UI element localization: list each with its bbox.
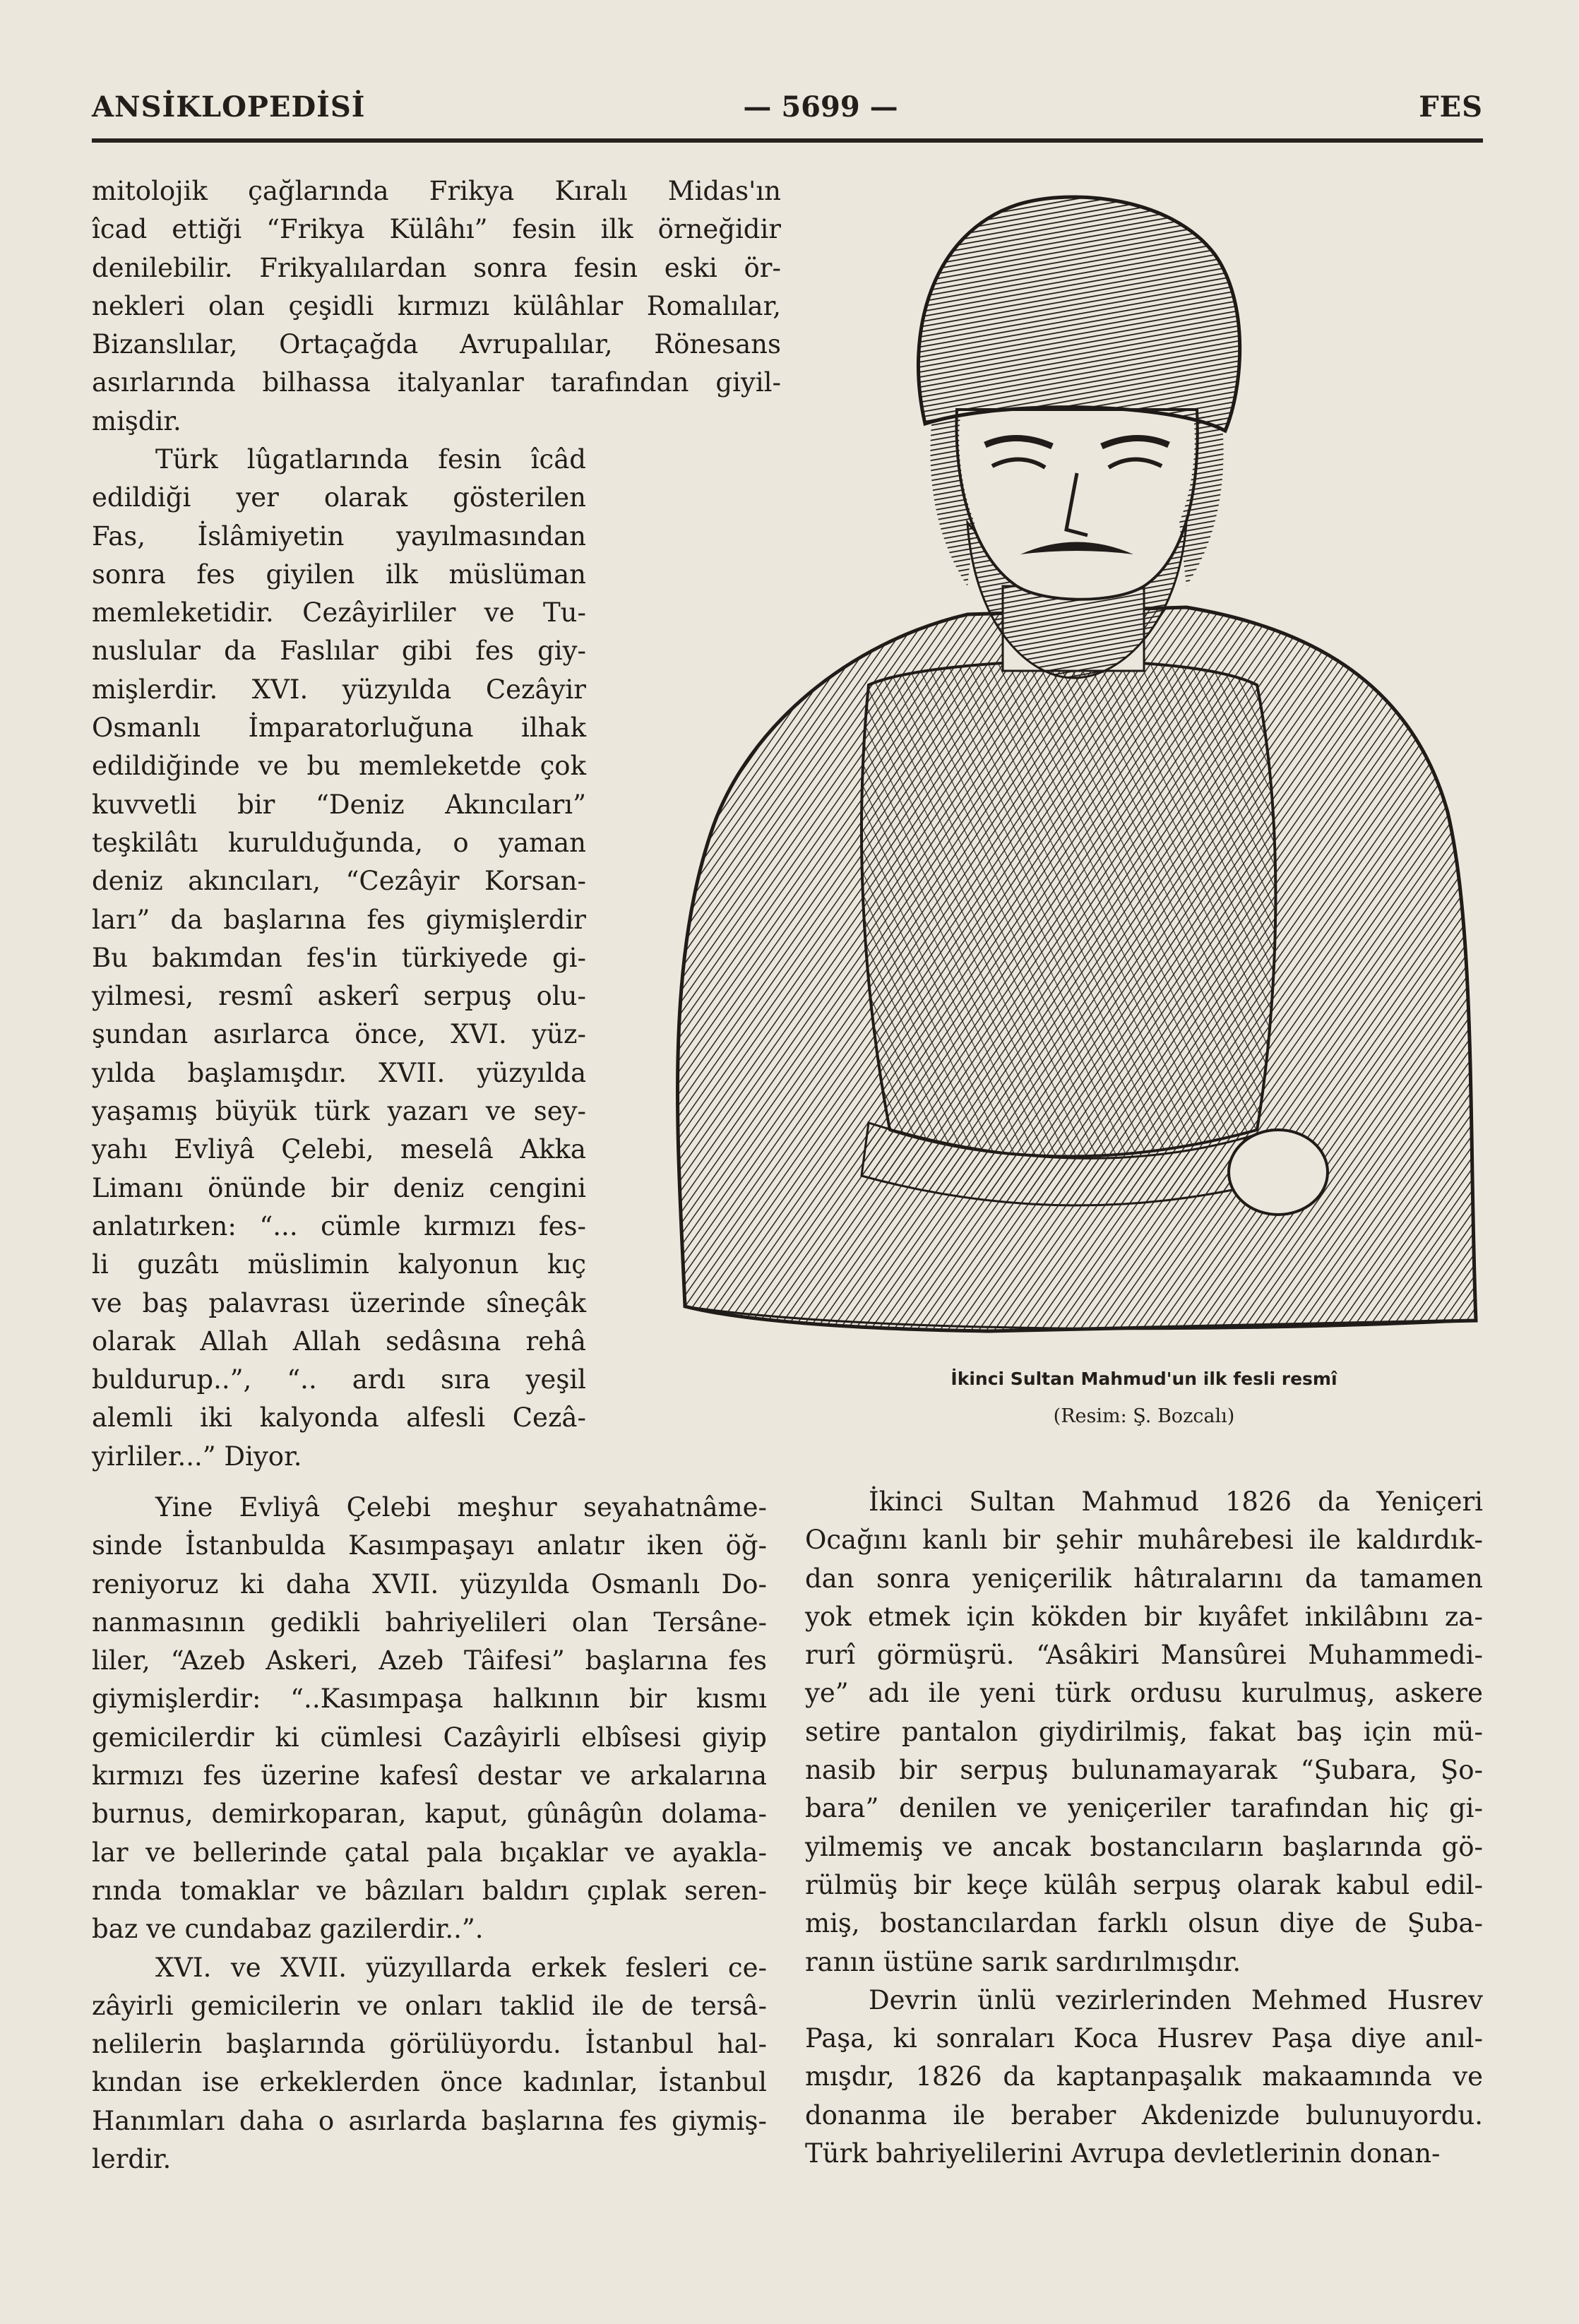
text-line: sonra fes giyilen ilk müslüman (92, 559, 586, 590)
text-line: edildiği yer olarak gösterilen (92, 482, 586, 513)
tunic-shape (862, 661, 1275, 1156)
text-line: anlatırken: “... cümle kırmızı fes- (92, 1210, 586, 1241)
text-line: ranın üstüne sarık sardırılmışdır. (805, 1946, 1241, 1977)
text-line: zâyirli gemicilerin ve onları taklid ile de tersâ- (92, 1990, 767, 2021)
text-line: yirliler...” Diyor. (92, 1441, 302, 1472)
left-column-lower-text (92, 1489, 767, 2179)
text-line: buldurup..”, “.. ardı sıra yeşil (92, 1364, 586, 1395)
text-line: kından ise erkeklerden önce kadınlar, İstanbul (92, 2067, 767, 2098)
text-line: Bizanslılar, Ortaçağda Avrupalılar, Rönesans (92, 329, 781, 360)
text-line: edildiğinde ve bu memleketde çok (92, 751, 586, 782)
text-line: ve baş palavrası üzerinde sîneçâk (92, 1287, 586, 1318)
hand-shape (1229, 1130, 1328, 1215)
text-line: asırlarında bilhassa italyanlar tarafından giyil- (92, 367, 781, 398)
header-entry-word: FES (1419, 90, 1483, 124)
text-line: Paşa, ki sonraları Koca Husrev Paşa diye anıl- (805, 2023, 1483, 2054)
text-line: rurî görmüşrü. “Asâkiri Mansûrei Muhammedi- (805, 1640, 1483, 1671)
text-line: Hanımları daha o asırlarda başlarına fes giymiş- (92, 2105, 767, 2136)
text-line: alemli iki kalyonda alfesli Cezâ- (92, 1402, 586, 1434)
text-line: yilmemiş ve ancak bostancıların başlarında gö- (805, 1831, 1483, 1862)
text-line: XVI. ve XVII. yüzyıllarda erkek fesleri ce- (155, 1952, 767, 1983)
text-line: rında tomaklar ve bâzıları baldırı çıplak seren- (92, 1875, 767, 1906)
text-line: dan sonra yeniçerilik hâtıralarını da tamamen (805, 1563, 1483, 1594)
text-line: teşkilâtı kurulduğunda, o yaman (92, 827, 586, 858)
text-line: Devrin ünlü vezirlerinden Mehmed Husrev (869, 1984, 1483, 2015)
figure-caption: İkinci Sultan Mahmud'un ilk fesli resmî (951, 1369, 1337, 1389)
text-line: miş, bostancılardan farklı olsun diye de Şuba- (805, 1908, 1483, 1939)
text-line: nelilerin başlarında görülüyordu. İstanbul hal- (92, 2029, 767, 2060)
text-line: giymişlerdir: “..Kasımpaşa halkının bir kısmı (92, 1684, 767, 1715)
text-line: Limanı önünde bir deniz cengini (92, 1172, 586, 1203)
text-line: mişlerdir. XVI. yüzyılda Cezâyir (92, 674, 586, 705)
text-line: memleketidir. Cezâyirliler ve Tu- (92, 597, 586, 628)
text-line: kuvvetli bir “Deniz Akıncıları” (92, 789, 586, 820)
text-line: nuslular da Faslılar gibi fes giy- (92, 636, 586, 667)
page-number: — 5699 — (743, 90, 898, 124)
text-line: yahı Evliyâ Çelebi, meselâ Akka (92, 1134, 586, 1165)
fur-hat (918, 197, 1239, 431)
text-line: reniyoruz ki daha XVII. yüzyılda Osmanlı Do- (92, 1568, 767, 1599)
header-rule (92, 138, 1483, 143)
text-line: nekleri olan çeşidli kırmızı külâhlar Romalılar, (92, 290, 781, 321)
text-line: mitolojik çağlarında Frikya Kıralı Midas'ın (92, 176, 781, 206)
text-line: liler, “Azeb Askeri, Azeb Tâifesi” başlarına fes (92, 1645, 767, 1676)
text-line: denilebilir. Frikyalılardan sonra fesin eski ör- (92, 252, 781, 283)
text-line: lerdir. (92, 2144, 172, 2175)
text-line: ye” adı ile yeni türk ordusu kurulmuş, askere (805, 1678, 1483, 1709)
text-line: lar ve bellerinde çatal pala bıçaklar ve ayakla- (92, 1837, 767, 1868)
text-line: Bu bakımdan fes'in türkiyede gi- (92, 942, 586, 973)
left-column-wrapped-text (92, 441, 586, 1476)
text-line: burnus, demirkoparan, kaput, gûnâgûn dolama- (92, 1799, 767, 1830)
running-header (92, 90, 1483, 133)
text-line: kırmızı fes üzerine kafesî destar ve arkalarına (92, 1760, 767, 1792)
text-line: nasib bir serpuş bulunamayarak “Şubara, Şo- (805, 1755, 1483, 1786)
text-line: Yine Evliyâ Çelebi meşhur seyahatnâme- (155, 1492, 767, 1522)
text-line: donanma ile beraber Akdenizde bulunuyordu. (805, 2099, 1483, 2131)
text-line: Türk bahriyelilerini Avrupa devletlerinin donan- (805, 2138, 1441, 2169)
text-line: Ocağını kanlı bir şehir muhârebesi ile kaldırdık- (805, 1525, 1483, 1556)
figure-credit: (Resim: Ş. Bozcalı) (1053, 1405, 1235, 1427)
portrait-illustration (636, 191, 1483, 1342)
text-line: yilmesi, resmî askerî serpuş olu- (92, 981, 586, 1012)
text-line: li guzâtı müslimin kalyonun kıç (92, 1249, 586, 1280)
text-line: gemicilerdir ki cümlesi Cazâyirli elbîsesi giyip (92, 1722, 767, 1753)
header-title: ANSİKLOPEDİSİ (92, 90, 366, 124)
text-line: Türk lûgatlarında fesin îcâd (155, 444, 586, 475)
text-line: baz ve cundabaz gazilerdir..”. (92, 1914, 484, 1945)
text-line: bara” denilen ve yeniçeriler tarafından hiç gi- (805, 1793, 1483, 1824)
text-line: ları” da başlarına fes giymişlerdir (92, 904, 586, 935)
text-line: sinde İstanbulda Kasımpaşayı anlatır iken öğ- (92, 1530, 767, 1561)
text-line: şundan asırlarca önce, XVI. yüz- (92, 1019, 586, 1050)
text-line: îcad ettiği “Frikya Külâhı” fesin ilk örneğidir (92, 214, 781, 245)
text-line: yok etmek için kökden bir kıyâfet inkilâbını za- (805, 1601, 1483, 1632)
text-line: deniz akıncıları, “Cezâyir Korsan- (92, 866, 586, 897)
text-line: yılda başlamışdır. XVII. yüzyılda (92, 1057, 586, 1088)
text-line: Fas, İslâmiyetin yayılmasından (92, 520, 586, 552)
text-line: Osmanlı İmparatorluğuna ilhak (92, 713, 586, 744)
text-line: setire pantalon giydirilmiş, fakat baş için mü- (805, 1716, 1483, 1747)
right-column-text (805, 1483, 1483, 2173)
text-line: rülmüş bir keçe külâh serpuş olarak kabul edil- (805, 1869, 1483, 1900)
text-line: mışdır, 1826 da kaptanpaşalık makaamında ve (805, 2061, 1483, 2092)
text-line: yaşamış büyük türk yazarı ve sey- (92, 1096, 586, 1127)
text-line: nanmasının gedikli bahriyelileri olan Tersâne- (92, 1607, 767, 1638)
text-line: mişdir. (92, 405, 181, 436)
text-line: İkinci Sultan Mahmud 1826 da Yeniçeri (869, 1486, 1483, 1517)
text-line: olarak Allah Allah sedâsına rehâ (92, 1325, 586, 1357)
